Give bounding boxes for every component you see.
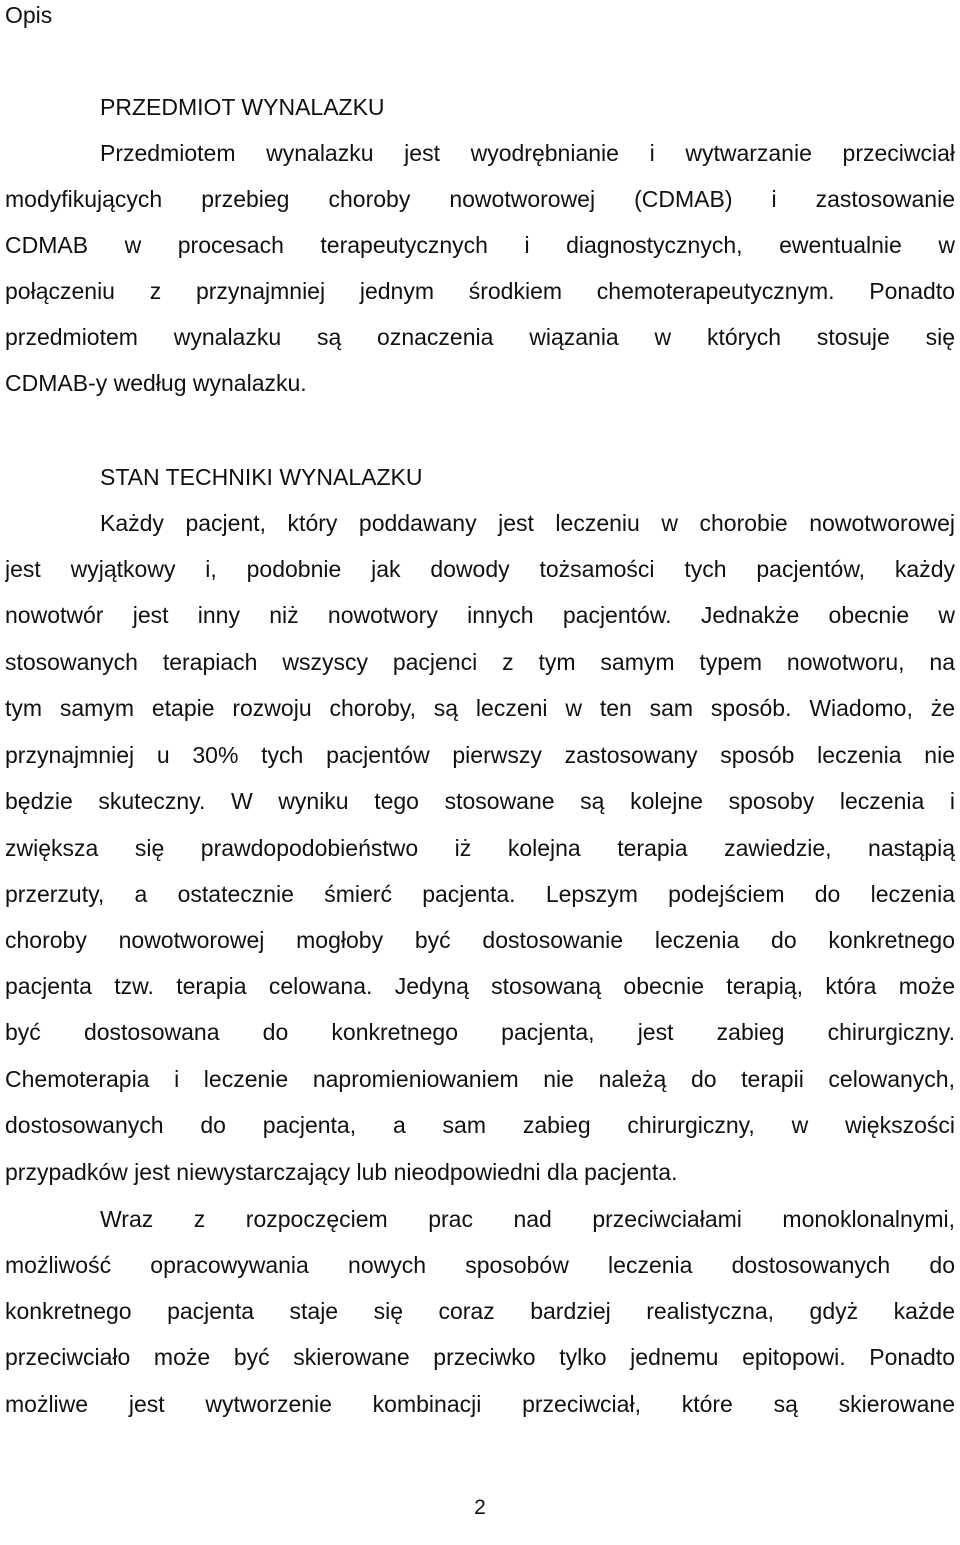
paragraph-line: przeciwciało może być skierowane przeciwko tylko jednemu epitopowi. Ponadto	[5, 1344, 955, 1370]
paragraph-line: jest wyjątkowy i, podobnie jak dowody tożsamości tych pacjentów, każdy	[5, 556, 955, 582]
paragraph-line: Przedmiotem wynalazku jest wyodrębnianie i wytwarzanie przeciwciał	[100, 140, 955, 166]
paragraph-line: Każdy pacjent, który poddawany jest leczeniu w chorobie nowotworowej	[100, 510, 955, 536]
paragraph-line: tym samym etapie rozwoju choroby, są leczeni w ten sam sposób. Wiadomo, że	[5, 695, 955, 721]
paragraph-line: możliwość opracowywania nowych sposobów leczenia dostosowanych do	[5, 1252, 955, 1278]
paragraph-line: Chemoterapia i leczenie napromieniowaniem nie należą do terapii celowanych,	[5, 1066, 955, 1092]
paragraph-line: CDMAB-y według wynalazku.	[5, 370, 307, 396]
document-title: Opis	[5, 2, 53, 28]
paragraph-line: przypadków jest niewystarczający lub nieodpowiedni dla pacjenta.	[5, 1159, 678, 1185]
paragraph-line: zwiększa się prawdopodobieństwo iż kolejna terapia zawiedzie, nastąpią	[5, 835, 955, 861]
paragraph-line: stosowanych terapiach wszyscy pacjenci z tym samym typem nowotworu, na	[5, 649, 955, 675]
page-number: 2	[474, 1496, 486, 1519]
paragraph-line: CDMAB w procesach terapeutycznych i diagnostycznych, ewentualnie w	[5, 232, 955, 258]
paragraph-line: nowotwór jest inny niż nowotwory innych pacjentów. Jednakże obecnie w	[5, 602, 955, 628]
paragraph-line: choroby nowotworowej mogłoby być dostosowanie leczenia do konkretnego	[5, 927, 955, 953]
paragraph-line: możliwe jest wytworzenie kombinacji przeciwciał, które są skierowane	[5, 1391, 955, 1417]
paragraph-line: pacjenta tzw. terapia celowana. Jedyną stosowaną obecnie terapią, która może	[5, 973, 955, 999]
paragraph-line: przynajmniej u 30% tych pacjentów pierwszy zastosowany sposób leczenia nie	[5, 742, 955, 768]
section-heading-stan-techniki: STAN TECHNIKI WYNALAZKU	[100, 464, 423, 490]
paragraph-line: Wraz z rozpoczęciem prac nad przeciwciałami monoklonalnymi,	[100, 1206, 955, 1232]
paragraph-line: połączeniu z przynajmniej jednym środkiem chemoterapeutycznym. Ponadto	[5, 278, 955, 304]
paragraph-line: przerzuty, a ostatecznie śmierć pacjenta. Lepszym podejściem do leczenia	[5, 881, 955, 907]
section-heading-przedmiot: PRZEDMIOT WYNALAZKU	[100, 94, 385, 120]
paragraph-line: konkretnego pacjenta staje się coraz bardziej realistyczna, gdyż każde	[5, 1298, 955, 1324]
paragraph-line: będzie skuteczny. W wyniku tego stosowane są kolejne sposoby leczenia i	[5, 788, 955, 814]
paragraph-line: modyfikujących przebieg choroby nowotworowej (CDMAB) i zastosowanie	[5, 186, 955, 212]
paragraph-line: przedmiotem wynalazku są oznaczenia wiązania w których stosuje się	[5, 324, 955, 350]
paragraph-line: dostosowanych do pacjenta, a sam zabieg chirurgiczny, w większości	[5, 1112, 955, 1138]
paragraph-line: być dostosowana do konkretnego pacjenta, jest zabieg chirurgiczny.	[5, 1019, 955, 1045]
